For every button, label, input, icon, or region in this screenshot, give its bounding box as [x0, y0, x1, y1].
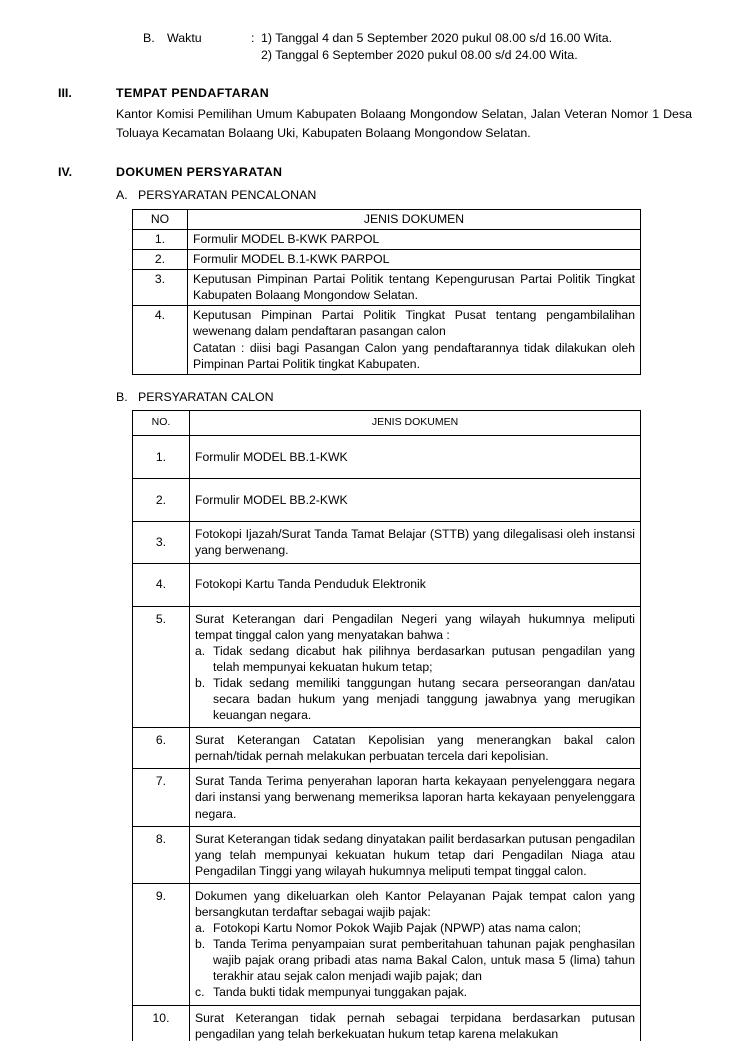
row-doc: Keputusan Pimpinan Partai Politik Tingkat Pusat tentang pengambilalihan wewenang dalam pendaftaran pasangan calon: [193, 308, 635, 339]
table-header-row: [133, 411, 641, 436]
sublist-item: [195, 675, 635, 723]
sublist-text: Tanda bukti tidak mempunyai tunggakan pajak.: [213, 985, 468, 1000]
row-no: 5.: [133, 606, 190, 728]
table-row: [133, 436, 641, 479]
sublist-letter: a.: [195, 921, 206, 936]
section-4-title: DOKUMEN PERSYARATAN: [116, 165, 283, 180]
header-jenis-dokumen: JENIS DOKUMEN: [188, 209, 641, 229]
table-row: [133, 728, 641, 769]
row-no: 10.: [133, 1005, 190, 1041]
persyaratan-calon-table: [132, 410, 641, 1041]
section-3-title: TEMPAT PENDAFTARAN: [116, 86, 270, 101]
persyaratan-pencalonan-table: [132, 209, 641, 375]
row-no: 2.: [133, 479, 190, 522]
section-tempat-pendaftaran: [58, 85, 692, 142]
section-4-number: IV.: [58, 165, 73, 180]
subsection-b-letter: B.: [116, 389, 128, 404]
row-doc: Fotokopi Kartu Tanda Penduduk Elektronik: [190, 563, 641, 606]
row-no: 9.: [133, 883, 190, 1005]
table-row: [133, 769, 641, 826]
row-no: 3.: [133, 270, 188, 306]
header-jenis-dokumen: JENIS DOKUMEN: [190, 411, 641, 436]
table-row: [133, 522, 641, 563]
subsection-a-heading: [116, 187, 692, 204]
table-row: [133, 563, 641, 606]
row-doc: Surat Keterangan tidak pernah sebagai terpidana berdasarkan putusan pengadilan yang telah berkekuatan hukum tetap karena melakukan: [190, 1005, 641, 1041]
table-row: [133, 606, 641, 728]
table-row: [133, 270, 641, 306]
table-row: [133, 250, 641, 270]
sublist-letter: b.: [195, 937, 206, 952]
persyaratan-calon-table-wrap: [132, 410, 641, 1041]
row-doc: Surat Keterangan tidak sedang dinyatakan pailit berdasarkan putusan pengadilan yang telah mempunyai kekuatan hukum tetap dari Pengadilan Niaga atau Pengadilan Tinggi yang wilayah hukumnya meliputi tempat tinggal calon.: [190, 826, 641, 883]
waktu-text-1: 1) Tanggal 4 dan 5 September 2020 pukul 08.00 s/d 16.00 Wita.: [261, 31, 613, 45]
row-no: 4.: [133, 563, 190, 606]
row-doc-cell: [190, 883, 641, 1005]
waktu-text-2: 2) Tanggal 6 September 2020 pukul 08.00 s/d 24.00 Wita.: [261, 47, 578, 62]
row-doc-cell: [190, 606, 641, 728]
row-doc-cell: [188, 306, 641, 374]
row-doc: Formulir MODEL B-KWK PARPOL: [188, 229, 641, 249]
table-row: [133, 826, 641, 883]
sublist-item: [195, 920, 635, 936]
waktu-colon: :: [251, 31, 255, 45]
section-dokumen-persyaratan: [58, 164, 692, 1041]
waktu-block: [143, 30, 692, 63]
section-3-number: III.: [58, 86, 72, 101]
sublist-letter: b.: [195, 675, 206, 690]
row-doc: Keputusan Pimpinan Partai Politik tentang Kepengurusan Partai Politik Tingkat Kabupaten Bolaang Mongondow Selatan.: [188, 270, 641, 306]
table-header-row: [133, 209, 641, 229]
row-no: 4.: [133, 306, 188, 374]
row-no: 8.: [133, 826, 190, 883]
row-doc: Formulir MODEL BB.1-KWK: [190, 436, 641, 479]
subsection-a-letter: A.: [116, 188, 128, 203]
sublist-text: Tidak sedang dicabut hak pilihnya berdasarkan putusan pengadilan yang telah mempunyai kekuatan hukum tetap;: [213, 643, 635, 674]
sublist-text: Tidak sedang memiliki tanggungan hutang secara perseorangan dan/atau secara badan hukum yang menjadi tanggung jawabnya yang merugikan keuangan negara.: [213, 675, 635, 723]
row-doc: Surat Tanda Terima penyerahan laporan harta kekayaan penyelenggara negara dari instansi yang berwenang memeriksa laporan harta kekayaan penyelenggara negara.: [190, 769, 641, 826]
row-sublist: [195, 920, 635, 1000]
waktu-letter: B.: [143, 31, 155, 45]
section-3-body: [116, 85, 692, 142]
row-no: 2.: [133, 250, 188, 270]
sublist-item: [195, 936, 635, 984]
sublist-text: Tanda Terima penyampaian surat pemberitahuan tahunan pajak penghasilan wajib pajak orang pribadi atas nama Bakal Calon, untuk masa 5 (lima) tahun terakhir atau sejak calon menjadi wajib pajak; dan: [213, 937, 635, 984]
row-no: 1.: [133, 436, 190, 479]
row-no: 3.: [133, 522, 190, 563]
row-doc: Dokumen yang dikeluarkan oleh Kantor Pelayanan Pajak tempat calon yang bersangkutan terdaftar sebagai wajib pajak:: [195, 888, 635, 920]
waktu-label: Waktu: [167, 31, 202, 45]
sublist-letter: a.: [195, 643, 206, 658]
persyaratan-pencalonan-table-wrap: [132, 209, 641, 375]
sublist-text: Fotokopi Kartu Nomor Pokok Wajib Pajak (NPWP) atas nama calon;: [213, 921, 582, 936]
subsection-b-title: PERSYARATAN CALON: [138, 389, 274, 404]
header-no: NO.: [133, 411, 190, 436]
row-sublist: [195, 643, 635, 723]
table-row: [133, 229, 641, 249]
waktu-line-1: [143, 30, 692, 47]
subsection-a-title: PERSYARATAN PENCALONAN: [138, 188, 317, 203]
row-doc: Surat Keterangan Catatan Kepolisian yang menerangkan bakal calon pernah/tidak pernah melakukan perbuatan tercela dari kepolisian.: [190, 728, 641, 769]
table-row: [133, 306, 641, 374]
row-no: 6.: [133, 728, 190, 769]
section-3-paragraph: Kantor Komisi Pemilihan Umum Kabupaten Bolaang Mongondow Selatan, Jalan Veteran Nomor 1 Desa Toluaya Kecamatan Bolaang Uki, Kabupaten Bolaang Mongondow Selatan.: [116, 107, 692, 140]
header-no: NO: [133, 209, 188, 229]
row-doc-note: Catatan : diisi bagi Pasangan Calon yang pendaftarannya tidak dilakukan oleh Pimpinan Partai Politik tingkat Kabupaten.: [193, 340, 635, 371]
row-no: 7.: [133, 769, 190, 826]
row-doc: Formulir MODEL B.1-KWK PARPOL: [188, 250, 641, 270]
sublist-item: [195, 984, 635, 1000]
row-doc: Formulir MODEL BB.2-KWK: [190, 479, 641, 522]
sublist-item: [195, 643, 635, 675]
subsection-b-heading: [116, 389, 692, 406]
row-no: 1.: [133, 229, 188, 249]
row-doc: Fotokopi Ijazah/Surat Tanda Tamat Belajar (STTB) yang dilegalisasi oleh instansi yang berwenang.: [190, 522, 641, 563]
row-doc: Surat Keterangan dari Pengadilan Negeri yang wilayah hukumnya meliputi tempat tinggal calon yang menyatakan bahwa :: [195, 611, 635, 642]
sublist-letter: c.: [195, 985, 205, 1000]
section-4-body: [116, 164, 692, 1041]
table-row: [133, 883, 641, 1005]
table-row: [133, 479, 641, 522]
table-row: [133, 1005, 641, 1041]
